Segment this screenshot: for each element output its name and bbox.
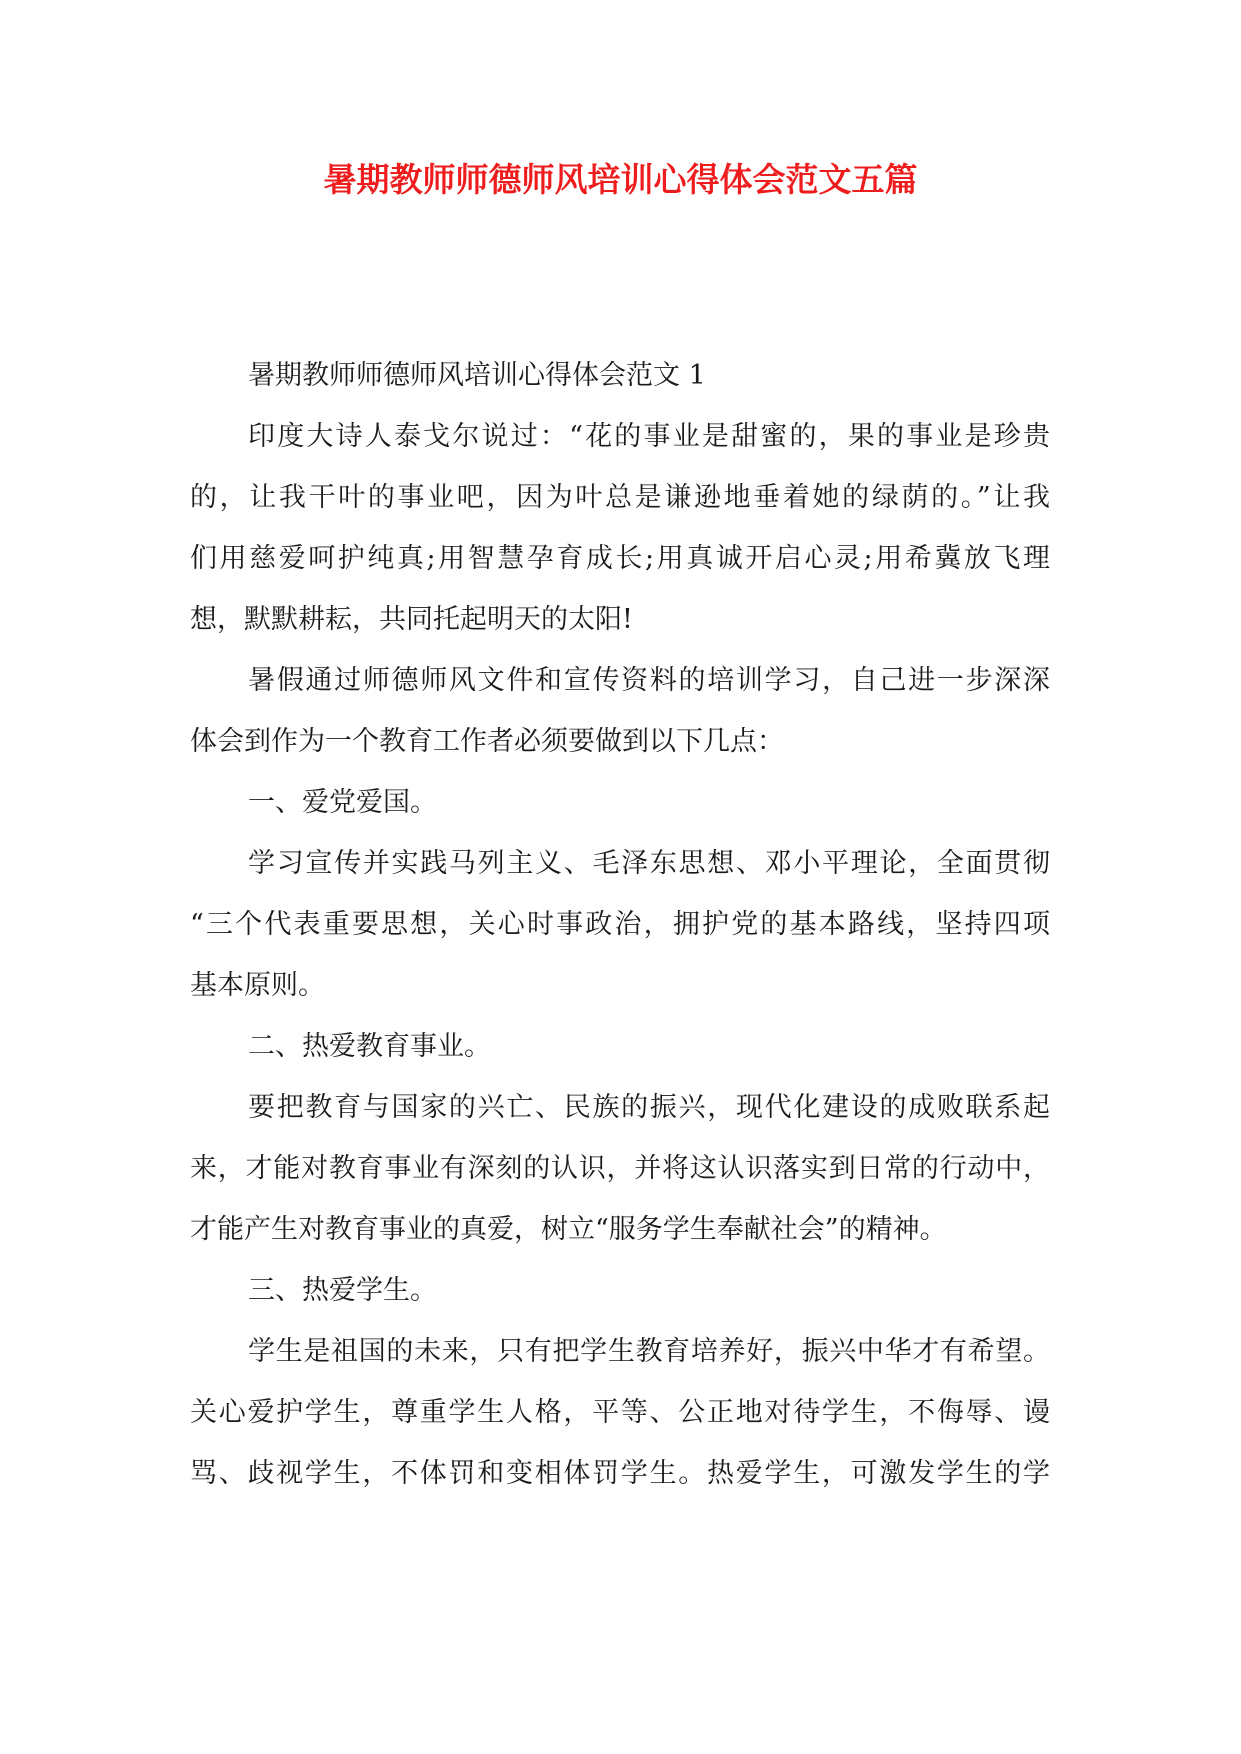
- paragraph-line: 关心爱护学生，尊重学生人格，平等、公正地对待学生，不侮辱、谩: [190, 1397, 1050, 1428]
- list-heading-1: 一、爱党爱国。: [248, 787, 437, 818]
- paragraph-line: 的，让我干叶的事业吧，因为叶总是谦逊地垂着她的绿荫的。”让我: [190, 482, 1050, 513]
- paragraph-line: 们用慈爱呵护纯真;用智慧孕育成长;用真诚开启心灵;用希冀放飞理: [190, 543, 1050, 574]
- paragraph-line: 印度大诗人泰戈尔说过：“花的事业是甜蜜的，果的事业是珍贵: [248, 421, 1050, 452]
- paragraph-line: 学生是祖国的未来，只有把学生教育培养好，振兴中华才有希望。: [248, 1336, 1050, 1367]
- paragraph-line: 想，默默耕耘，共同托起明天的太阳!: [190, 604, 633, 635]
- list-heading-2: 二、热爱教育事业。: [248, 1031, 491, 1062]
- paragraph-line: “三个代表重要思想，关心时事政治，拥护党的基本路线，坚持四项: [190, 909, 1050, 940]
- paragraph-line: 要把教育与国家的兴亡、民族的振兴，现代化建设的成败联系起: [248, 1092, 1050, 1123]
- paragraph-line: 基本原则。: [190, 970, 325, 1001]
- paragraph-line: 来，才能对教育事业有深刻的认识，并将这认识落实到日常的行动中，: [190, 1153, 1050, 1184]
- document-title: 暑期教师师德师风培训心得体会范文五篇: [323, 160, 918, 199]
- list-heading-3: 三、热爱学生。: [248, 1275, 437, 1306]
- section-heading-1: 暑期教师师德师风培训心得体会范文 1: [248, 360, 706, 391]
- paragraph-line: 才能产生对教育事业的真爱，树立“服务学生奉献社会”的精神。: [190, 1214, 947, 1245]
- paragraph-line: 体会到作为一个教育工作者必须要做到以下几点：: [190, 726, 784, 757]
- paragraph-line: 骂、歧视学生，不体罚和变相体罚学生。热爱学生，可激发学生的学: [190, 1458, 1050, 1489]
- paragraph-line: 暑假通过师德师风文件和宣传资料的培训学习，自己进一步深深: [248, 665, 1050, 696]
- paragraph-line: 学习宣传并实践马列主义、毛泽东思想、邓小平理论，全面贯彻: [248, 848, 1050, 879]
